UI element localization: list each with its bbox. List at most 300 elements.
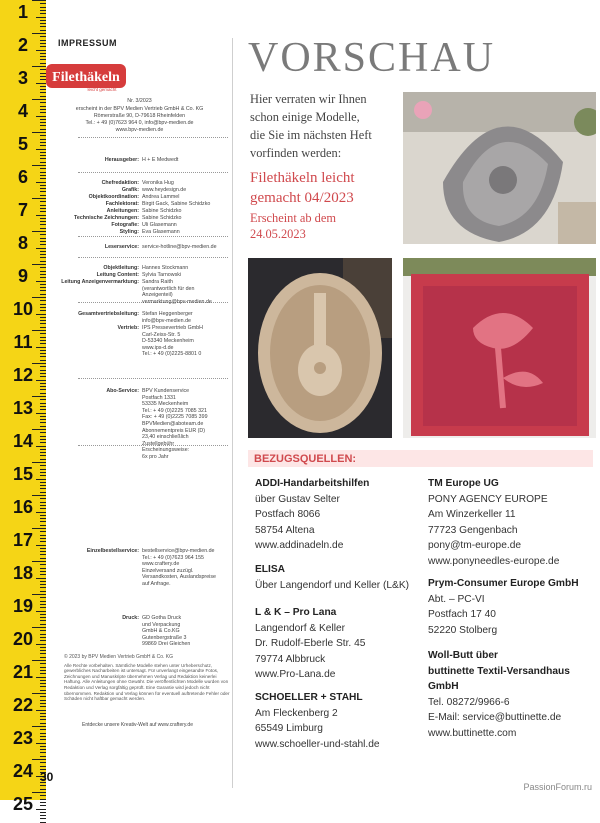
ruler-tick bbox=[40, 653, 46, 654]
ruler-tick bbox=[40, 10, 46, 11]
supplier-name: SCHOELLER + STAHL bbox=[255, 692, 363, 703]
ruler-tick bbox=[32, 726, 46, 727]
impressum-label: Druck: bbox=[122, 615, 139, 621]
ruler-tick bbox=[40, 812, 46, 813]
ruler-tick bbox=[40, 686, 46, 687]
ruler-tick bbox=[36, 83, 46, 84]
supplier-details[interactable]: Langendorf & Keller Dr. Rudolf-Eberle Str. 45 79774 Albbruck www.Pro-Lana.de bbox=[255, 622, 366, 681]
ruler-number: 11 bbox=[13, 332, 33, 352]
ruler-tick bbox=[36, 215, 46, 216]
ruler-tick bbox=[40, 185, 46, 186]
ruler-tick bbox=[40, 20, 46, 21]
ruler-tick bbox=[40, 356, 46, 357]
ruler-tick bbox=[40, 670, 46, 671]
impressum-value: service-hotline@bpv-medien.de bbox=[142, 244, 217, 250]
ruler-tick bbox=[40, 647, 46, 648]
supplier-entry bbox=[428, 648, 600, 742]
divider bbox=[78, 257, 228, 258]
impressum bbox=[52, 0, 230, 800]
impressum-value: Eva Glasemann bbox=[142, 229, 180, 235]
supplier-entry bbox=[255, 476, 369, 554]
ruler-tick bbox=[40, 284, 46, 285]
photo-grey-doily bbox=[403, 92, 596, 244]
ruler-tick bbox=[40, 36, 46, 37]
ruler-tick bbox=[40, 640, 46, 641]
ruler-tick bbox=[40, 56, 46, 57]
ruler-tick bbox=[40, 620, 46, 621]
logo-text: Filethäkeln bbox=[52, 70, 120, 85]
supplier-entry bbox=[255, 605, 365, 683]
ruler-tick bbox=[40, 815, 46, 816]
impressum-value: GD Gotha Druck und Verpackung GmbH & Co.KG Gutenbergstraße 3 99869 Drei Gleichen bbox=[142, 615, 191, 648]
ruler-tick bbox=[32, 660, 46, 661]
ruler-number: 1 bbox=[17, 2, 28, 22]
ruler-tick bbox=[40, 785, 46, 786]
ruler-tick bbox=[32, 0, 46, 1]
ruler-tick bbox=[40, 343, 46, 344]
ruler-tick bbox=[36, 281, 46, 282]
impressum-value: Sylvia Tarnowski bbox=[142, 272, 182, 278]
ruler-tick bbox=[40, 386, 46, 387]
ruler-number: 8 bbox=[17, 233, 28, 253]
impressum-value: Sabine Schidzko bbox=[142, 208, 182, 214]
ruler-tick bbox=[40, 690, 46, 691]
photo-red-rose-doily bbox=[403, 258, 596, 438]
ruler-tick bbox=[40, 26, 46, 27]
ruler-tick bbox=[40, 607, 46, 608]
ruler-tick bbox=[40, 175, 46, 176]
ruler-tick bbox=[40, 139, 46, 140]
ruler-tick bbox=[40, 733, 46, 734]
ruler-tick bbox=[40, 241, 46, 242]
ruler-tick bbox=[36, 248, 46, 249]
impressum-label: Leitung Anzeigenvermarktung: bbox=[61, 279, 139, 285]
ruler-tick bbox=[40, 46, 46, 47]
impressum-label: Objektleitung: bbox=[103, 265, 139, 271]
supplier-name: ADDI-Handarbeitshilfen bbox=[255, 478, 370, 489]
impressum-label: Objektkoordination: bbox=[88, 194, 139, 200]
ruler-tick bbox=[40, 729, 46, 730]
publisher-web[interactable]: www.bpv-medien.de bbox=[115, 127, 164, 133]
ruler-tick bbox=[40, 353, 46, 354]
supplier-details[interactable]: Abt. – PC-VI Postfach 17 40 52220 Stolberg bbox=[428, 593, 498, 636]
ruler-tick bbox=[40, 736, 46, 737]
impressum-value: Birgit Gack, Sabine Schidzko bbox=[142, 201, 211, 207]
impressum-value: Hannes Stockmann bbox=[142, 265, 189, 271]
ruler-number: 6 bbox=[17, 167, 28, 187]
ruler-tick bbox=[40, 601, 46, 602]
ruler-tick bbox=[40, 571, 46, 572]
preview-heading: VORSCHAU bbox=[248, 35, 496, 81]
ruler-tick bbox=[32, 495, 46, 496]
supplier-details[interactable]: Am Fleckenberg 2 65549 Limburg www.schoeller-und-stahl.de bbox=[255, 707, 380, 750]
ruler-tick bbox=[40, 475, 46, 476]
impressum-value: www.heydesign.de bbox=[142, 187, 187, 193]
ruler-tick bbox=[40, 518, 46, 519]
ruler-tick bbox=[36, 182, 46, 183]
preview-intro: Hier verraten wir Ihnen schon einige Modelle, die Sie im nächsten Heft vorfinden werden: bbox=[250, 92, 372, 160]
next-issue-date: Erscheint ab dem 24.05.2023 bbox=[250, 211, 337, 241]
ruler-tick bbox=[40, 541, 46, 542]
ruler-tick bbox=[32, 264, 46, 265]
impressum-label: Leserservice: bbox=[104, 244, 139, 250]
ruler-tick bbox=[40, 257, 46, 258]
ruler-tick bbox=[40, 195, 46, 196]
impressum-value: BPV Kundenservice Postfach 1331 53335 Meckenheim Tel.: + 49 (0)2225 7085 321 Fax: + 49 (0)2225 7085 399 BPVMedien@aboteam.de Abonnementpreis EUR (D) 23,40 einschließlich Zustellgebühr Erscheinungsweise: 6x pro Jahr bbox=[142, 388, 208, 460]
ruler-tick bbox=[40, 238, 46, 239]
ruler-tick bbox=[40, 251, 46, 252]
ruler-tick bbox=[40, 419, 46, 420]
ruler-tick bbox=[40, 92, 46, 93]
publisher-contact: Tel.: + 49 (0)7623 964 0, info@bpv-medien.de bbox=[85, 120, 194, 126]
ruler-number: 25 bbox=[12, 794, 34, 814]
ruler-tick bbox=[32, 132, 46, 133]
ruler-tick bbox=[40, 488, 46, 489]
ruler-tick bbox=[40, 271, 46, 272]
ruler-tick bbox=[40, 789, 46, 790]
ruler-tick bbox=[40, 13, 46, 14]
ruler-tick bbox=[40, 337, 46, 338]
impressum-value: Veronika Hug bbox=[142, 180, 174, 186]
ruler-number: 17 bbox=[12, 530, 34, 550]
ruler-tick bbox=[40, 416, 46, 417]
ruler-tick bbox=[36, 809, 46, 810]
ruler-tick bbox=[40, 221, 46, 222]
footer-note: Entdecke unsere Kreativ-Welt auf www.craftery.de bbox=[82, 722, 193, 728]
impressum-label: Leitung Content: bbox=[96, 272, 139, 278]
ruler-tick bbox=[40, 508, 46, 509]
ruler-tick bbox=[40, 485, 46, 486]
ruler-tick bbox=[36, 644, 46, 645]
ruler-tick bbox=[40, 370, 46, 371]
ruler-tick bbox=[40, 162, 46, 163]
ruler-tick bbox=[40, 657, 46, 658]
impressum-label: Abo-Service: bbox=[106, 388, 139, 394]
ruler-tick bbox=[40, 591, 46, 592]
ruler-tick bbox=[40, 752, 46, 753]
divider bbox=[78, 137, 228, 138]
ruler-tick bbox=[40, 399, 46, 400]
ruler-tick bbox=[40, 383, 46, 384]
ruler-tick bbox=[40, 376, 46, 377]
ruler-tick bbox=[40, 799, 46, 800]
ruler-tick bbox=[40, 472, 46, 473]
ruler-tick bbox=[36, 743, 46, 744]
ruler-tick bbox=[40, 317, 46, 318]
watermark: PassionForum.ru bbox=[523, 782, 592, 792]
ruler-tick bbox=[40, 191, 46, 192]
ruler-tick bbox=[32, 396, 46, 397]
supplier-details[interactable]: über Gustav Selter Postfach 8066 58754 Altena www.addinadeln.de bbox=[255, 493, 344, 552]
ruler-tick bbox=[40, 449, 46, 450]
impressum-value: Andrea Lammel bbox=[142, 194, 180, 200]
ruler-tick bbox=[40, 604, 46, 605]
ruler-tick bbox=[40, 551, 46, 552]
page-number: 30 bbox=[40, 770, 54, 784]
ruler-tick bbox=[40, 178, 46, 179]
publisher-line: erscheint in der BPV Medien Vertrieb GmbH & Co. KG bbox=[75, 106, 204, 112]
ruler-tick bbox=[36, 116, 46, 117]
ruler-tick bbox=[40, 274, 46, 275]
ruler-tick bbox=[36, 578, 46, 579]
ruler-tick bbox=[40, 452, 46, 453]
ruler-tick bbox=[40, 554, 46, 555]
ruler-tick bbox=[40, 650, 46, 651]
supplier-details[interactable]: Tel. 08272/9966-6 E-Mail: service@buttinette.de www.buttinette.com bbox=[428, 696, 562, 739]
ruler-tick bbox=[40, 706, 46, 707]
divider bbox=[78, 172, 228, 173]
ruler-tick bbox=[40, 703, 46, 704]
ruler-tick bbox=[40, 716, 46, 717]
ruler-tick bbox=[40, 436, 46, 437]
legal-notice bbox=[64, 655, 234, 702]
ruler-tick bbox=[40, 254, 46, 255]
ruler-tick bbox=[40, 310, 46, 311]
ruler-tick bbox=[40, 43, 46, 44]
ruler-number: 4 bbox=[17, 101, 28, 121]
ruler-tick bbox=[40, 228, 46, 229]
ruler-tick bbox=[40, 366, 46, 367]
ruler-tick bbox=[40, 218, 46, 219]
sources-heading-bar bbox=[248, 450, 593, 467]
issue-number: Nr. 3/2023 bbox=[127, 98, 152, 104]
ruler-tick bbox=[40, 624, 46, 625]
ruler-tick bbox=[40, 96, 46, 97]
impressum-label: Styling: bbox=[119, 229, 139, 235]
impressum-label: Einzelbestellservice: bbox=[86, 548, 139, 554]
ruler-tick bbox=[40, 403, 46, 404]
ruler-tick bbox=[40, 300, 46, 301]
ruler-tick bbox=[40, 739, 46, 740]
ruler-tick bbox=[40, 713, 46, 714]
ruler-number: 16 bbox=[12, 497, 34, 517]
ruler-tick bbox=[40, 106, 46, 107]
logo-subtext: leicht gemacht bbox=[87, 87, 117, 92]
ruler-tick bbox=[40, 389, 46, 390]
ruler-tick bbox=[40, 112, 46, 113]
ruler-tick bbox=[36, 677, 46, 678]
ruler-tick bbox=[40, 723, 46, 724]
impressum-value: Stefan Heggenberger info@bpv-medien.de bbox=[142, 311, 193, 324]
ruler-tick bbox=[40, 502, 46, 503]
ruler-tick bbox=[40, 168, 46, 169]
ruler-tick bbox=[40, 125, 46, 126]
ruler-number: 9 bbox=[17, 266, 28, 286]
ruler-tick bbox=[40, 340, 46, 341]
ruler-tick bbox=[40, 498, 46, 499]
ruler-tick bbox=[40, 129, 46, 130]
impressum-title: IMPRESSUM bbox=[58, 38, 118, 48]
supplier-name: ELISA bbox=[255, 564, 286, 575]
ruler-tick bbox=[40, 749, 46, 750]
ruler-number: 10 bbox=[12, 299, 34, 319]
ruler-tick bbox=[40, 614, 46, 615]
impressum-value: Sandra Raith (verantwortlich für den Anzeigenteil) vermarktung@bpv-medien.de bbox=[142, 279, 212, 305]
legal-text: Alle Rechte vorbehalten. Sämtliche Modelle stehen unter Urheberschutz, gewerbliches Nacharbeiten ist untersagt. Für unverlangt eingesandte Fotos, Zeichnungen und Manuskripte übernehmen Verlag und Redaktion keinerlei Haftung. Alle Anleitungen ohne Gewähr. Die veröffentlichten Modelle wurden von Redaktion und Verlag sorgfältig geprüft. Eine Garantie wird jedoch nicht übernommen. Redaktion und Verlag können für eventuell auftretende Fehler oder Schäden nicht haftbar gemacht werden. bbox=[64, 662, 230, 702]
ruler-tick bbox=[40, 290, 46, 291]
ruler-tick bbox=[32, 594, 46, 595]
next-issue-title: Filethäkeln leicht gemacht 04/2023 bbox=[250, 170, 355, 206]
ruler-tick bbox=[40, 53, 46, 54]
ruler-tick bbox=[40, 482, 46, 483]
ruler-tick bbox=[40, 505, 46, 506]
ruler-tick bbox=[36, 446, 46, 447]
ruler-tick bbox=[40, 327, 46, 328]
sources-heading: BEZUGSQUELLEN: bbox=[254, 453, 357, 465]
ruler-tick bbox=[40, 287, 46, 288]
ruler-tick bbox=[40, 525, 46, 526]
ruler-tick bbox=[40, 564, 46, 565]
ruler-tick bbox=[40, 122, 46, 123]
ruler-tick bbox=[36, 149, 46, 150]
ruler-tick bbox=[40, 805, 46, 806]
supplier-entry bbox=[428, 476, 559, 570]
ruler-tick bbox=[36, 17, 46, 18]
ruler-tick bbox=[32, 165, 46, 166]
ruler-tick bbox=[40, 548, 46, 549]
ruler-tick bbox=[40, 208, 46, 209]
ruler-tick bbox=[40, 680, 46, 681]
ruler-number: 7 bbox=[17, 200, 28, 220]
ruler-tick bbox=[40, 469, 46, 470]
ruler-number: 2 bbox=[17, 35, 28, 55]
ruler-number: 5 bbox=[17, 134, 28, 154]
ruler-tick bbox=[40, 267, 46, 268]
ruler-tick bbox=[40, 584, 46, 585]
ruler-tick bbox=[40, 409, 46, 410]
impressum-label: Fotografie: bbox=[111, 222, 139, 228]
ruler-tick bbox=[32, 99, 46, 100]
ruler-tick bbox=[40, 277, 46, 278]
ruler-tick bbox=[40, 30, 46, 31]
ruler-tick bbox=[40, 224, 46, 225]
impressum-value: bestellservice@bpv-medien.de Tel.: + 49 (0)7623 964 155 www.craftery.de Einzelversand zuzügl. Versandkosten, Auslandspreise auf Anfrage. bbox=[142, 548, 216, 587]
ruler-tick bbox=[40, 211, 46, 212]
ruler-number: 13 bbox=[12, 398, 34, 418]
ruler-number: 18 bbox=[12, 563, 34, 583]
ruler-tick bbox=[40, 568, 46, 569]
ruler-tick bbox=[40, 617, 46, 618]
ruler-tick bbox=[40, 459, 46, 460]
ruler-tick bbox=[40, 597, 46, 598]
ruler-tick bbox=[40, 673, 46, 674]
column-divider bbox=[232, 38, 233, 788]
supplier-details[interactable]: PONY AGENCY EUROPE Am Winzerkeller 11 77723 Gengenbach pony@tm-europe.de www.ponyneedles-europe.de bbox=[428, 493, 560, 567]
ruler-tick bbox=[36, 50, 46, 51]
ruler-tick bbox=[40, 663, 46, 664]
ruler-tick bbox=[40, 442, 46, 443]
ruler-tick bbox=[36, 545, 46, 546]
ruler-tick bbox=[40, 432, 46, 433]
ruler-tick bbox=[40, 558, 46, 559]
ruler-tick bbox=[40, 155, 46, 156]
ruler-tick bbox=[40, 535, 46, 536]
ruler-tick bbox=[40, 465, 46, 466]
ruler-tick bbox=[40, 7, 46, 8]
ruler-tick bbox=[40, 802, 46, 803]
supplier-entry bbox=[428, 576, 579, 638]
ruler-tick bbox=[40, 373, 46, 374]
ruler-tick bbox=[32, 792, 46, 793]
ruler-tick bbox=[40, 188, 46, 189]
ruler-tick bbox=[32, 528, 46, 529]
ruler-tick bbox=[40, 40, 46, 41]
ruler-tick bbox=[40, 59, 46, 60]
ruler-tick bbox=[40, 683, 46, 684]
ruler-tick bbox=[32, 66, 46, 67]
ruler-tick bbox=[40, 422, 46, 423]
impressum-value: Uli Glasemann bbox=[142, 222, 177, 228]
impressum-value: IPS Pressevertrieb GmbH Carl-Zeiss-Str. 5 D-53340 Meckenheim www.ips-d.de Tel.: + 49 (0)2225-8801 0 bbox=[142, 325, 203, 358]
ruler-tick bbox=[36, 314, 46, 315]
impressum-label: Anleitungen: bbox=[106, 208, 139, 214]
ruler-tick bbox=[40, 320, 46, 321]
ruler-tick bbox=[40, 455, 46, 456]
ruler-tick bbox=[40, 630, 46, 631]
supplier-name: Woll-Butt über buttinette Textil-Versandhaus GmbH bbox=[428, 650, 570, 693]
ruler-tick bbox=[32, 297, 46, 298]
ruler-tick bbox=[40, 696, 46, 697]
measuring-tape bbox=[0, 0, 46, 814]
supplier-name: Prym-Consumer Europe GmbH bbox=[428, 578, 579, 589]
ruler-tick bbox=[36, 380, 46, 381]
ruler-tick bbox=[36, 611, 46, 612]
supplier-details[interactable]: Über Langendorf und Keller (L&K) bbox=[255, 579, 410, 591]
ruler-tick bbox=[40, 205, 46, 206]
supplier-entry bbox=[255, 690, 380, 752]
impressum-label: Vertrieb: bbox=[117, 325, 139, 331]
divider bbox=[78, 378, 228, 379]
ruler-tick bbox=[40, 172, 46, 173]
impressum-label: Chefredaktion: bbox=[101, 180, 139, 186]
impressum-label: Gesamtvertriebsleitung: bbox=[78, 311, 139, 317]
ruler-tick bbox=[40, 719, 46, 720]
impressum-label: Technische Zeichnungen: bbox=[74, 215, 139, 221]
ruler-tick bbox=[32, 429, 46, 430]
ruler-number: 21 bbox=[12, 662, 34, 682]
ruler-tick bbox=[40, 142, 46, 143]
impressum-label: Fachlektorat: bbox=[105, 201, 139, 207]
ruler-tick bbox=[40, 294, 46, 295]
ruler-tick bbox=[40, 135, 46, 136]
ruler-tick bbox=[40, 795, 46, 796]
ruler-tick bbox=[32, 198, 46, 199]
ruler-tick bbox=[40, 406, 46, 407]
ruler-number: 19 bbox=[12, 596, 34, 616]
ruler-number: 24 bbox=[12, 761, 34, 781]
ruler-number: 23 bbox=[12, 728, 34, 748]
ruler-tick bbox=[40, 587, 46, 588]
ruler-tick bbox=[40, 152, 46, 153]
ruler-tick bbox=[32, 330, 46, 331]
ruler-tick bbox=[40, 323, 46, 324]
supplier-name: L & K – Pro Lana bbox=[255, 607, 337, 618]
ruler-tick bbox=[40, 634, 46, 635]
ruler-tick bbox=[40, 439, 46, 440]
ruler-tick bbox=[40, 145, 46, 146]
ruler-tick bbox=[40, 818, 46, 819]
ruler-tick bbox=[40, 201, 46, 202]
ruler-number: 12 bbox=[12, 365, 34, 385]
ruler-tick bbox=[40, 360, 46, 361]
ruler-tick bbox=[32, 627, 46, 628]
ruler-tick bbox=[40, 158, 46, 159]
ruler-tick bbox=[40, 234, 46, 235]
ruler-tick bbox=[40, 746, 46, 747]
divider bbox=[78, 236, 228, 237]
ruler-number: 15 bbox=[12, 464, 34, 484]
ruler-tick bbox=[40, 766, 46, 767]
